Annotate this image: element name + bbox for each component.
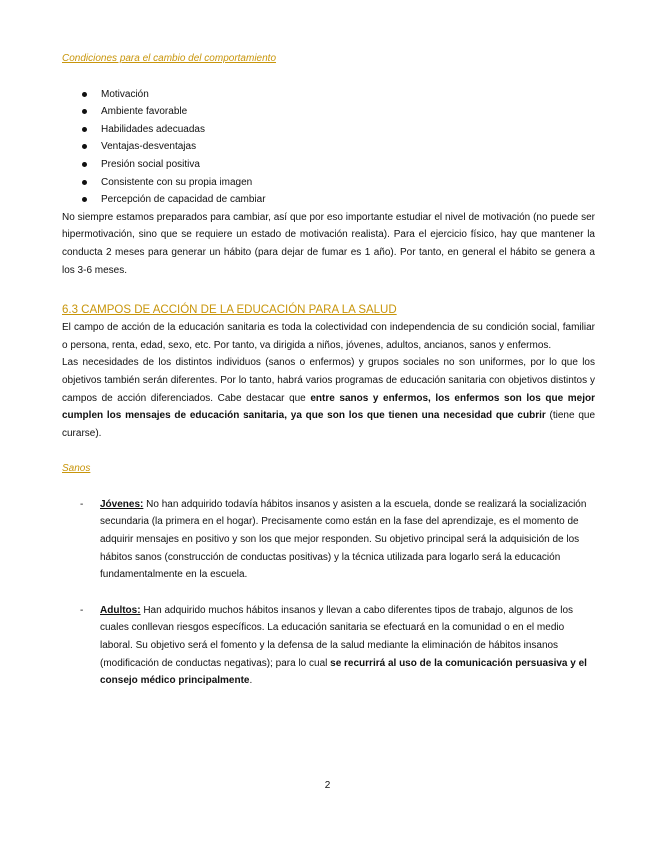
- list-item: Motivación: [62, 86, 595, 104]
- paragraph-necesidades: [62, 354, 595, 442]
- item-label: Adultos:: [100, 604, 141, 616]
- list-item: Ambiente favorable: [62, 103, 595, 121]
- paragraph-text-end: (tiene que curarse).: [62, 410, 596, 439]
- list-item: Consistente con su propia imagen: [62, 174, 595, 192]
- list-item: Habilidades adecuadas: [62, 121, 595, 139]
- paragraph-motivacion: No siempre estamos preparados para cambiar, así que por eso importante estudiar el nivel de motivación (no puede ser hipermotivación, sino que se requiere un estado de motivación realista). Para el ejercicio físico, hay que mantener la conducta 2 meses para generar un hábito (para dejar de fumar es 1 año). Por tanto, en general el hábito se genera a los 3-6 meses.: [62, 211, 595, 276]
- page-number: 2: [324, 780, 331, 791]
- dash-marker: -: [80, 498, 84, 510]
- list-item: Presión social positiva: [62, 156, 595, 174]
- item-text: No han adquirido todavía hábitos insanos y asisten a la escuela, donde se realizará la socialización secundaria (la primera en el hogar). Precisamente como están en la fase del aprendizaje, es el momento de adquirir mensajes en positivo y son los que mejor responden. Su objetivo principal será la adquisición de los hábitos sanos (construcción de conductas positivas) y la técnica utilizada para logarlo será la educación fundamentalmente en la escuela.: [100, 498, 587, 581]
- item-label: Jóvenes:: [100, 498, 144, 510]
- list-item-adultos: [62, 602, 595, 690]
- item-text-end: .: [249, 675, 253, 687]
- bullet-list: [62, 86, 595, 209]
- list-item: Ventajas-desventajas: [62, 138, 595, 156]
- item-text: Han adquirido muchos hábitos insanos y llevan a cabo diferentes tipos de trabajo, algunos de los cuales conllevan riesgos específicos. La educación sanitaria se efectuará en la comunidad o en el medio laboral. Su objetivo será el fomento y la defensa de la salud mediante la eliminación de hábitos insanos (modificación de conductas negativas); para lo cual: [100, 604, 574, 669]
- section-heading: 6.3 CAMPOS DE ACCIÓN DE LA EDUCACIÓN PARA LA SALUD: [62, 304, 397, 317]
- subtitle-condiciones: Condiciones para el cambio del comportamiento: [62, 53, 277, 64]
- paragraph-campo-accion: El campo de acción de la educación sanitaria es toda la colectividad con independencia de su condición social, familiar o persona, renta, edad, sexo, etc. Por tanto, va dirigida a niños, jóvenes, adultos, ancianos, sanos y enfermos.: [62, 322, 595, 351]
- subtitle-sanos: Sanos: [62, 463, 91, 475]
- dash-marker: -: [80, 604, 84, 616]
- list-item-jovenes: [62, 496, 595, 584]
- bold-text: se recurrirá al uso de la comunicación persuasiva y el consejo médico principalmente: [100, 657, 587, 687]
- bold-text: entre sanos y enfermos, los enfermos son los que mejor cumplen los mensajes de educación sanitaria, ya que son los que tienen una necesidad que cubrir: [62, 392, 595, 422]
- document-page: [62, 50, 595, 690]
- paragraph-text: Las necesidades de los distintos individuos (sanos o enfermos) y grupos sociales no son uniformes, por lo que los objetivos también serán diferentes. Por lo tanto, habrá varios programas de educación sanitaria con objetivos distintos y campos de acción diferenciados. Cabe destacar que: [62, 357, 595, 404]
- list-item: Percepción de capacidad de cambiar: [62, 191, 595, 209]
